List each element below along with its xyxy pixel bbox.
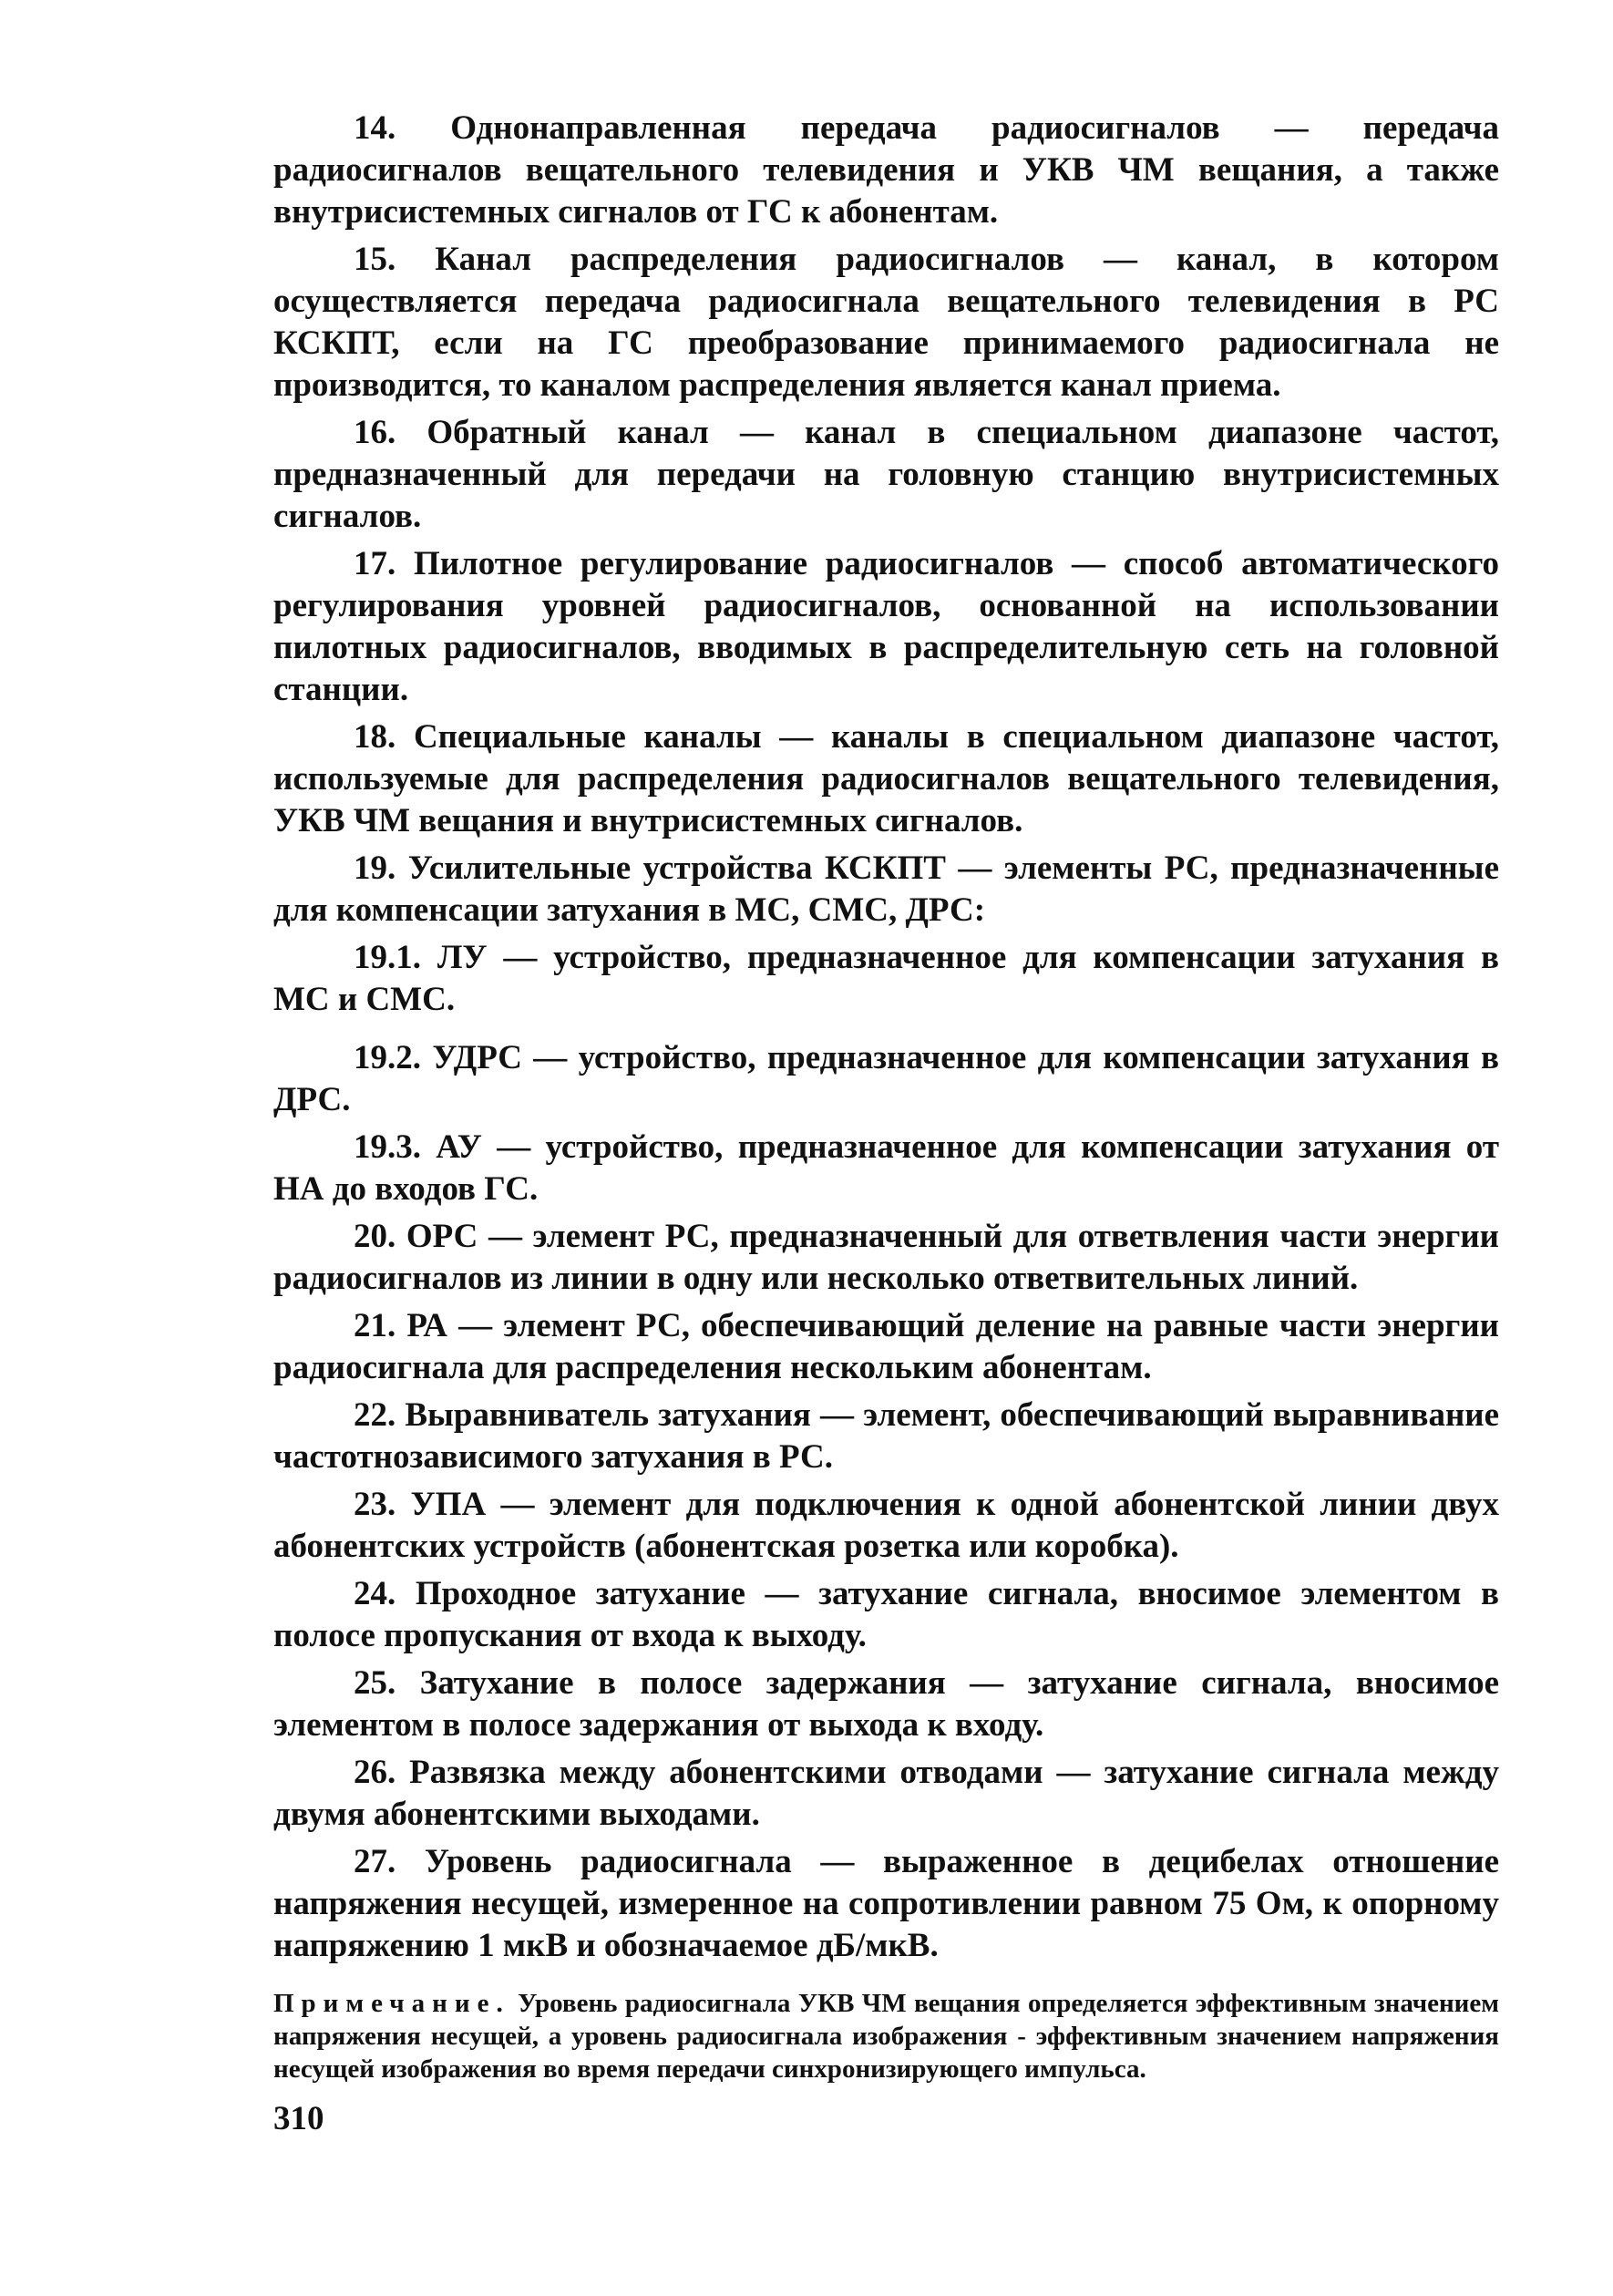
- definition-19: 19. Усилительные устройства КСКПТ — элементы РС, предназначенные для компенсации затухания в МС, СМС, ДРС:: [273, 849, 1499, 929]
- footnote-text: Уровень радиосигнала УКВ ЧМ вещания определяется эффективным значением напряжения несущей, а уровень радиосигнала изображения - эффективным значением напряжения несущей изображения во время передачи синхронизирующего импульса.: [273, 1989, 1499, 2084]
- document-page: [273, 108, 1499, 2140]
- definition-22: 22. Выравниватель затухания — элемент, обеспечивающий выравнивание частотнозависимого затухания в РС.: [273, 1396, 1499, 1476]
- definition-24: 24. Проходное затухание — затухание сигнала, вносимое элементом в полосе пропускания от входа к выходу.: [273, 1575, 1499, 1654]
- definition-15: 15. Канал распределения радиосигналов — канал, в котором осуществляется передача радиосигнала вещательного телевидения в РС КСКПТ, если на ГС преобразование принимаемого радиосигнала не производится, то каналом распределения является канал приема.: [273, 241, 1499, 404]
- definition-18: 18. Специальные каналы — каналы в специальном диапазоне частот, используемые для распределения радиосигналов вещательного телевидения, УКВ ЧМ вещания и внутрисистемных сигналов.: [273, 718, 1499, 839]
- definition-17: 17. Пилотное регулирование радиосигналов — способ автоматического регулирования уровней радиосигналов, основанной на использовании пилотных радиосигналов, вводимых в распределительную сеть на головной станции.: [273, 545, 1499, 708]
- definition-16: 16. Обратный канал — канал в специальном диапазоне частот, предназначенный для передачи на головную станцию внутрисистемных сигналов.: [273, 414, 1499, 535]
- definition-26: 26. Развязка между абонентскими отводами — затухание сигнала между двумя абонентскими выходами.: [273, 1754, 1499, 1833]
- definition-27: 27. Уровень радиосигнала — выраженное в децибелах отношение напряжения несущей, измеренное на сопротивлении равном 75 Ом, к опорному напряжению 1 мкВ и обозначаемое дБ/мкВ.: [273, 1843, 1499, 1964]
- footnote: [273, 1987, 1499, 2085]
- definition-21: 21. РА — элемент РС, обеспечивающий деление на равные части энергии радиосигнала для распределения нескольким абонентам.: [273, 1307, 1499, 1386]
- definition-25: 25. Затухание в полосе задержания — затухание сигнала, вносимое элементом в полосе задержания от выхода к входу.: [273, 1664, 1499, 1744]
- definition-14: 14. Однонаправленная передача радиосигналов — передача радиосигналов вещательного телевидения и УКВ ЧМ вещания, а также внутрисистемных сигналов от ГС к абонентам.: [273, 109, 1499, 231]
- definition-19-3: 19.3. АУ — устройство, предназначенное для компенсации затухания от НА до входов ГС.: [273, 1128, 1499, 1208]
- definition-19-2: 19.2. УДРС — устройство, предназначенное для компенсации затухания в ДРС.: [273, 1039, 1499, 1118]
- definition-19-1: 19.1. ЛУ — устройство, предназначенное для компенсации затухания в МС и СМС.: [273, 939, 1499, 1018]
- footnote-lead: Примечание.: [273, 1989, 510, 2018]
- definition-20: 20. ОРС — элемент РС, предназначенный для ответвления части энергии радиосигналов из линии в одну или несколько ответвительных линий.: [273, 1218, 1499, 1297]
- definition-23: 23. УПА — элемент для подключения к одной абонентской линии двух абонентских устройств (абонентская розетка или коробка).: [273, 1486, 1499, 1565]
- page-number: 310: [273, 2100, 324, 2137]
